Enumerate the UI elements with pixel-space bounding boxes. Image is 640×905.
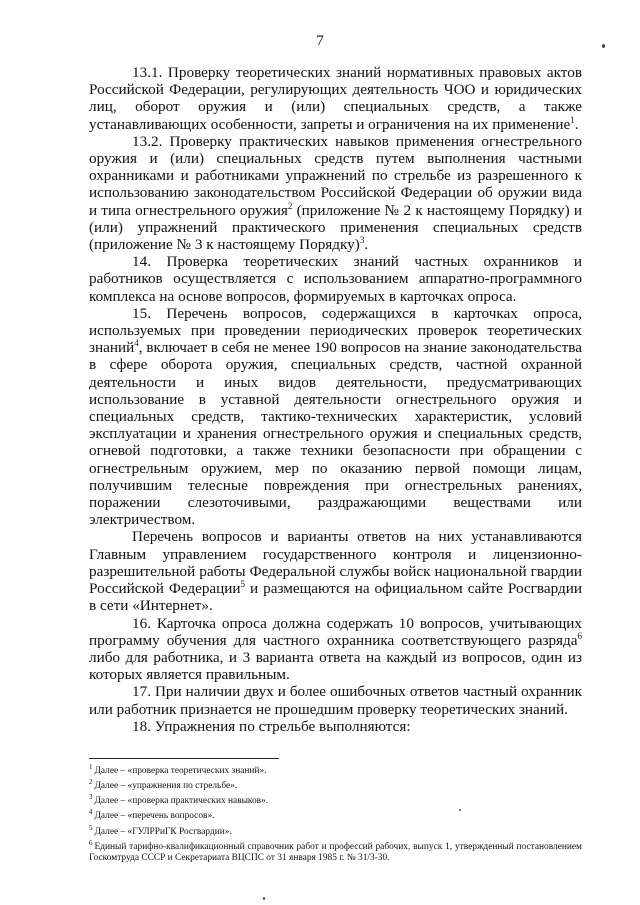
paragraph-15-questions: Перечень вопросов и варианты ответов на них устанавливаются Главным управлением государственного контроля и лицензионно-разрешительной работы Федеральной службы войск национальной гвардии Российской Федерации$^5$ и размещаются на официальном сайте Росгвардии в сети «Интернет».	[89, 528, 582, 615]
footnote-ref: 3	[359, 234, 365, 245]
paragraph-14: 14. Проверка теоретических знаний частных охранников и работников осуществляется с использованием аппаратно-программного комплекса на основе вопросов, формируемых в карточках опроса.	[89, 253, 582, 305]
footnote-2: $^2$ Далее – «упражнения по стрельбе».	[89, 778, 238, 792]
footnote-4: $^4$ Далее – «перечень вопросов».	[89, 808, 215, 822]
footnote-6: $^6$ Единый тарифно-квалификационный справочник работ и профессий рабочих, выпуск 1, утвержденный постановлением Госкомтруда СССР и Секретариата ВЦСПС от 31 января 1985 г. № 31/3-30.	[89, 838, 582, 863]
paragraph-13-2: 13.2. Проверку практических навыков применения огнестрельного оружия и (или) специальных средств путем выполнения частными охранниками и работниками упражнений по стрельбе из разрешенного к использованию законодательством Российской Федерации об оружии вида и типа огнестрельного оружия$^2$ (приложение № 2 к настоящему Порядку) и (или) упражнений практического применения специальных средств (приложение № 3 к настоящему Порядку)$^3$.	[89, 132, 583, 254]
footnote-ref: 5	[240, 579, 246, 590]
paragraph-13-1: 13.1. Проверку теоретических знаний нормативных правовых актов Российской Федерации, регулирующих деятельность ЧОО и юридических лиц, оборот оружия и (или) специальных средств, а также устанавливающих особенности, запреты и ограничения на их применение$^1$.	[89, 64, 582, 133]
scan-speck	[263, 897, 265, 900]
footnote-ref: 4	[134, 338, 139, 349]
footnote-ref: 2	[287, 200, 293, 211]
footnote-divider	[89, 758, 279, 759]
scan-speck	[602, 44, 605, 48]
paragraph-15: 15. Перечень вопросов, содержащихся в карточках опроса, используемых при проведении периодических проверок теоретических знаний$^4$, включает в себя не менее 190 вопросов на знание законодательства в сфере оборота оружия, специальных средств, частной охранной деятельности и иных видов деятельности, предусматривающих использование в уставной деятельности огнестрельного оружия и специальных средств, тактико-технических характеристик, условий эксплуатации и хранения огнестрельного оружия и специальных средств, огневой подготовки, а также техники безопасности при обращении с огнестрельным оружием, мер по оказанию первой помощи лицам, получившим телесные повреждения при огнестрельных ранениях, поражении слезоточивыми, раздражающими веществами или электричеством.	[89, 304, 582, 529]
footnote-ref: 6	[577, 630, 582, 641]
footnote-3: $^3$ Далее – «проверка практических навыков».	[89, 793, 269, 807]
page-number: 7	[316, 33, 324, 49]
footnotes	[89, 762, 582, 864]
footnote-5: $^5$ Далее – «ГУЛРРиГК Росгвардии».	[89, 823, 232, 837]
footnote-ref: 1	[570, 114, 575, 125]
paragraph-16: 16. Карточка опроса должна содержать 10 вопросов, учитывающих программу обучения для частного охранника соответствующего разряда$^6$ либо для работника, и 3 варианта ответа на каждый из вопросов, один из которых является правильным.	[89, 614, 582, 684]
footnote-1: $^1$ Далее – «проверка теоретических знаний».	[89, 763, 267, 777]
paragraph-17: 17. При наличии двух и более ошибочных ответов частный охранник или работник признается не прошедшим проверку теоретических знаний.	[89, 683, 582, 718]
scan-speck	[459, 809, 461, 811]
document-body	[89, 64, 582, 735]
paragraph-18: 18. Упражнения по стрельбе выполняются:	[132, 717, 411, 735]
